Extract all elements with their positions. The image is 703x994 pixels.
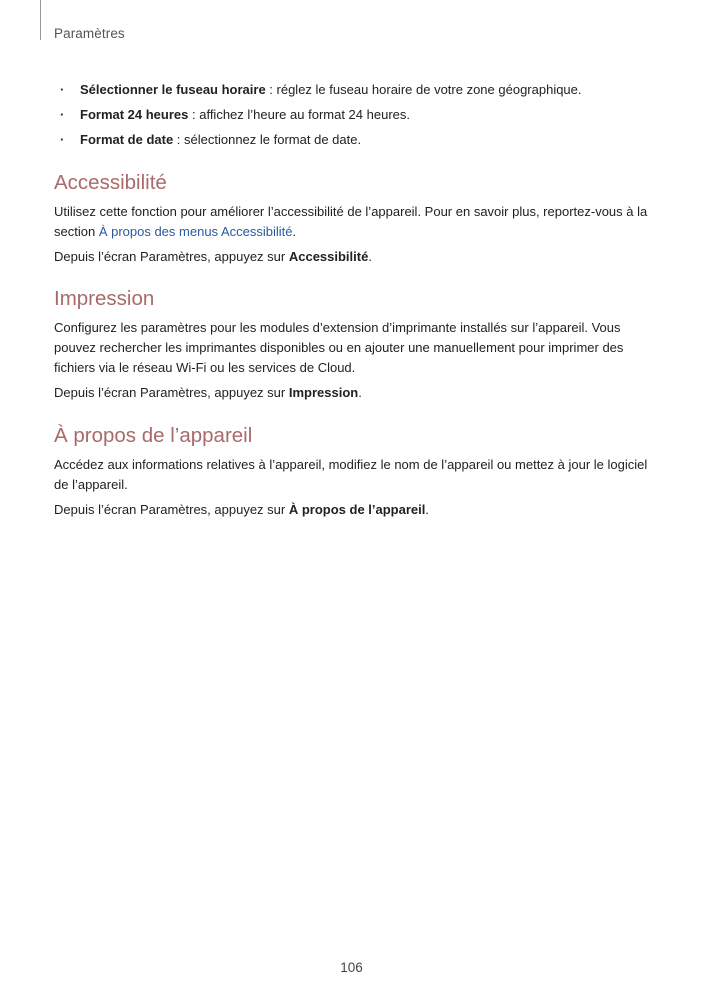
instruction-prefix: Depuis l’écran Paramètres, appuyez sur — [54, 385, 289, 400]
about-device-intro: Accédez aux informations relatives à l’appareil, modifiez le nom de l’appareil ou mettez à jour le logiciel de l’appareil. — [54, 457, 648, 492]
list-item — [54, 132, 654, 148]
settings-bullet-list — [54, 82, 654, 148]
accessibility-instruction — [54, 247, 654, 267]
list-item — [54, 107, 654, 123]
bullet-term: Format de date — [80, 132, 174, 147]
bullet-text: : sélectionnez le format de date. — [173, 132, 362, 147]
instruction-target: À propos de l’appareil — [288, 502, 426, 517]
accessibility-intro-end: . — [292, 224, 297, 239]
instruction-suffix: . — [358, 385, 362, 400]
instruction-target: Impression — [288, 385, 359, 400]
page-content — [54, 82, 654, 520]
header-divider — [40, 0, 41, 40]
bullet-marker: · — [60, 132, 65, 147]
bullet-term: Sélectionner le fuseau horaire — [80, 82, 266, 97]
section-title-about-device: À propos de l’appareil — [54, 424, 253, 447]
running-header: Paramètres — [54, 26, 125, 41]
page-number: 106 — [340, 960, 363, 975]
accessibility-menus-link[interactable]: À propos des menus Accessibilité — [98, 224, 293, 239]
bullet-term: Format 24 heures — [80, 107, 189, 122]
instruction-prefix: Depuis l’écran Paramètres, appuyez sur — [54, 502, 289, 517]
about-device-instruction — [54, 500, 654, 520]
bullet-text: : réglez le fuseau horaire de votre zone géographique. — [265, 82, 582, 97]
section-title-printing: Impression — [54, 287, 155, 310]
instruction-suffix: . — [368, 249, 372, 264]
accessibility-intro-text: Utilisez cette fonction pour améliorer l’accessibilité de l’appareil. Pour en savoir plus, reportez-vous à la section — [54, 204, 648, 239]
instruction-prefix: Depuis l’écran Paramètres, appuyez sur — [54, 249, 289, 264]
bullet-marker: · — [60, 82, 65, 97]
instruction-target: Accessibilité — [288, 249, 369, 264]
instruction-suffix: . — [425, 502, 429, 517]
bullet-text: : affichez l’heure au format 24 heures. — [188, 107, 410, 122]
printing-instruction — [54, 383, 654, 403]
accessibility-intro — [54, 202, 654, 242]
list-item — [54, 82, 654, 98]
section-title-accessibility: Accessibilité — [54, 171, 167, 194]
printing-intro: Configurez les paramètres pour les modules d’extension d’imprimante installés sur l’appareil. Vous pouvez rechercher les imprimantes disponibles ou en ajouter une manuellement pour imprimer des fichiers via le réseau Wi-Fi ou les services de Cloud. — [54, 320, 624, 375]
bullet-marker: · — [60, 107, 65, 122]
